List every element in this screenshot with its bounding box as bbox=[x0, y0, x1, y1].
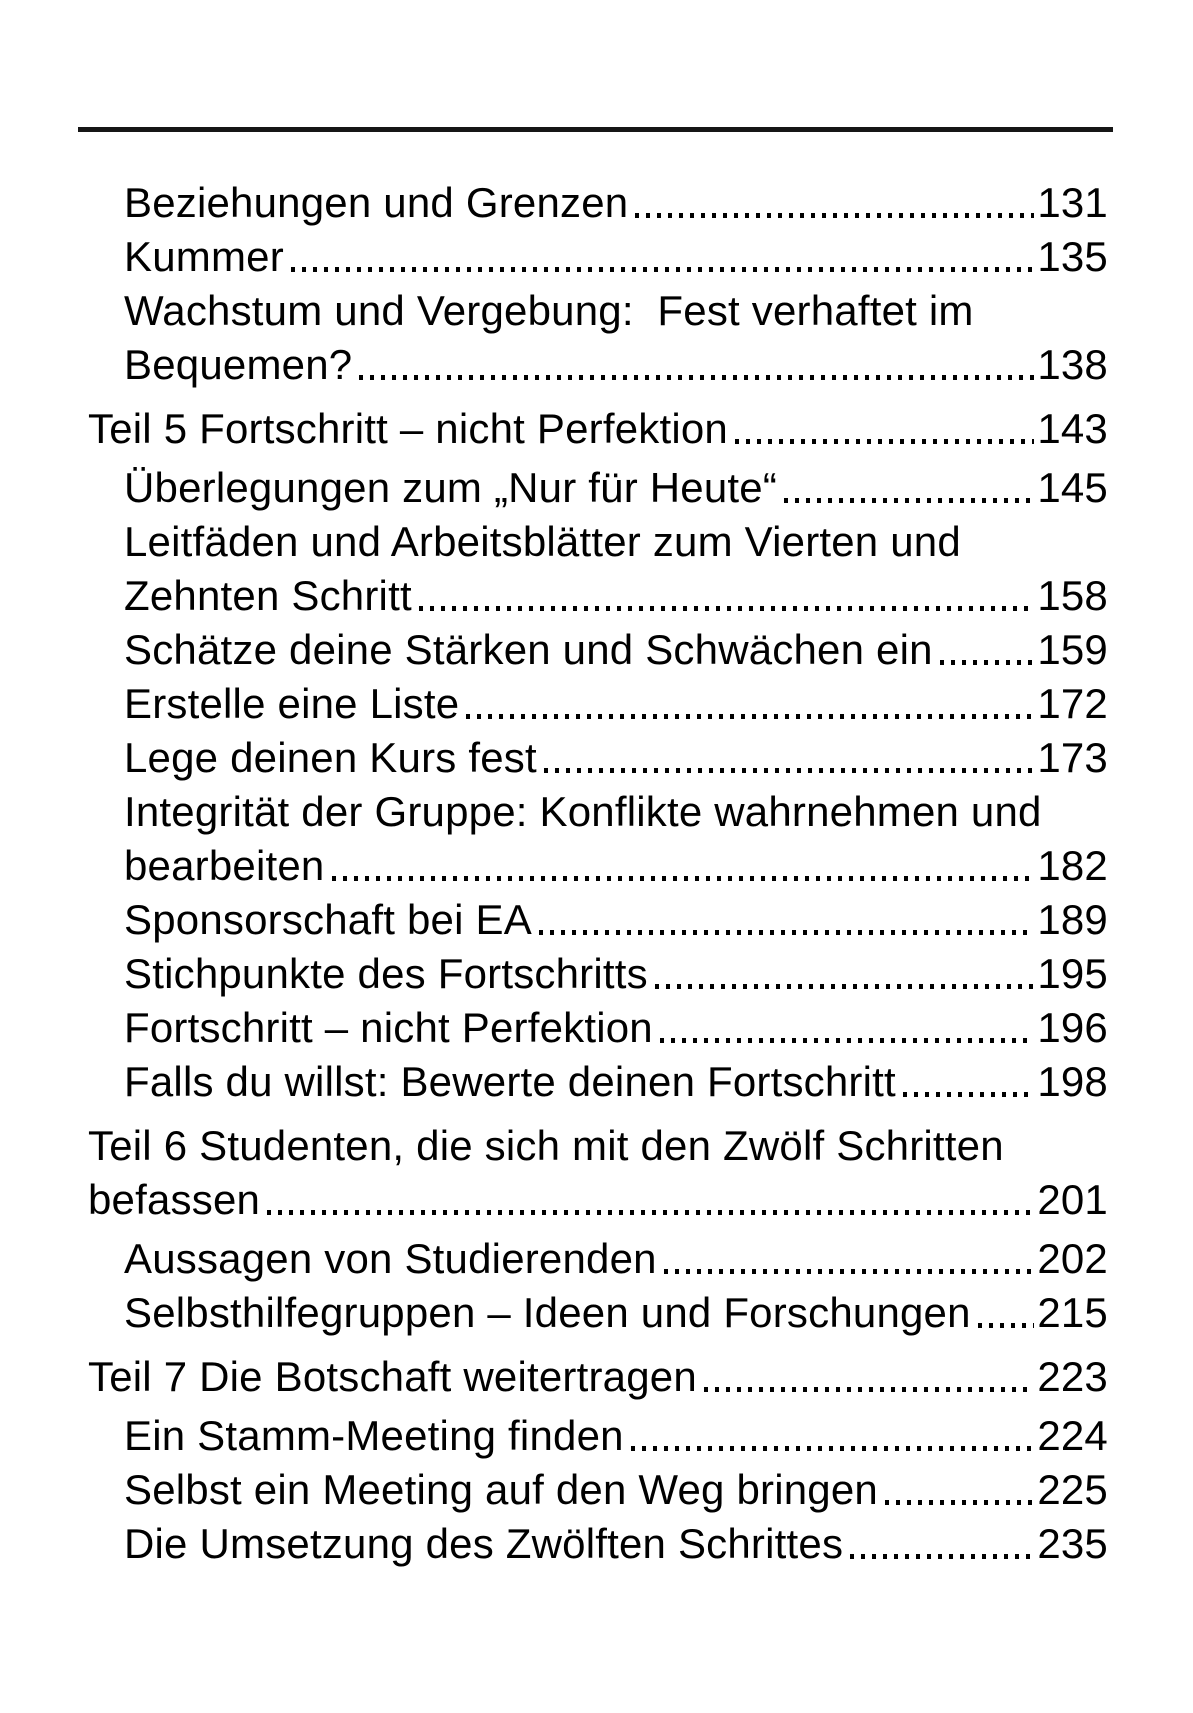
toc-entry-title: Wachstum und Vergebung: Fest verhaftet im bbox=[124, 287, 974, 334]
dot-leader bbox=[735, 402, 1036, 456]
toc-entry bbox=[88, 947, 1108, 1001]
dot-leader bbox=[267, 1173, 1036, 1227]
toc-entry bbox=[88, 284, 1108, 392]
dot-leader bbox=[291, 230, 1036, 284]
toc-entry bbox=[88, 1055, 1108, 1109]
dot-leader bbox=[664, 1232, 1037, 1286]
dot-leader bbox=[850, 1517, 1036, 1571]
dot-leader bbox=[885, 1463, 1036, 1517]
toc-line bbox=[124, 230, 1108, 284]
toc-entry bbox=[88, 1463, 1108, 1517]
toc-page-number: 195 bbox=[1037, 950, 1108, 997]
dot-leader bbox=[332, 839, 1037, 893]
toc-page-number: 143 bbox=[1037, 405, 1108, 452]
dot-leader bbox=[635, 176, 1036, 230]
toc-page-number: 138 bbox=[1037, 341, 1108, 388]
toc-page-number: 173 bbox=[1037, 734, 1108, 781]
dot-leader bbox=[978, 1286, 1037, 1340]
toc-entry-title: Lege deinen Kurs fest bbox=[124, 734, 537, 781]
toc-entry bbox=[88, 402, 1108, 456]
toc-entry-title: Kummer bbox=[124, 233, 284, 280]
toc-entry-title: Selbsthilfegruppen – Ideen und Forschungen bbox=[124, 1289, 971, 1336]
dot-leader bbox=[419, 569, 1037, 623]
dot-leader bbox=[539, 893, 1036, 947]
toc-entry-title: bearbeiten bbox=[124, 842, 325, 889]
toc-page-number: 215 bbox=[1037, 1289, 1108, 1336]
toc-entry-title: Zehnten Schritt bbox=[124, 572, 412, 619]
toc-entry-title: Sponsorschaft bei EA bbox=[124, 896, 532, 943]
toc-line bbox=[124, 1517, 1108, 1571]
toc-entry-title: Stichpunkte des Fortschritts bbox=[124, 950, 648, 997]
dot-leader bbox=[544, 731, 1036, 785]
toc-entry bbox=[88, 677, 1108, 731]
toc-line bbox=[124, 461, 1108, 515]
toc-page-number: 224 bbox=[1037, 1412, 1108, 1459]
dot-leader bbox=[704, 1350, 1036, 1404]
toc-line bbox=[88, 1350, 1108, 1404]
toc-line bbox=[124, 1286, 1108, 1340]
dot-leader bbox=[903, 1055, 1036, 1109]
toc-entry bbox=[88, 623, 1108, 677]
toc-line bbox=[88, 1119, 1108, 1173]
toc-entry bbox=[88, 785, 1108, 893]
toc-entry-title: Leitfäden und Arbeitsblätter zum Vierten und bbox=[124, 518, 961, 565]
toc-line bbox=[124, 839, 1108, 893]
toc-page-number: 182 bbox=[1037, 842, 1108, 889]
toc-page-number: 158 bbox=[1037, 572, 1108, 619]
toc-entry-title: Teil 6 Studenten, die sich mit den Zwölf Schritten bbox=[88, 1122, 1004, 1169]
dot-leader bbox=[940, 623, 1037, 677]
toc-line bbox=[124, 731, 1108, 785]
toc-entry-title: Schätze deine Stärken und Schwächen ein bbox=[124, 626, 933, 673]
toc-line bbox=[88, 402, 1108, 456]
toc-line bbox=[124, 677, 1108, 731]
toc-entry bbox=[88, 731, 1108, 785]
header-rule bbox=[78, 127, 1113, 132]
dot-leader bbox=[660, 1001, 1036, 1055]
toc-page-number: 201 bbox=[1037, 1176, 1108, 1223]
toc-entry-title: Teil 5 Fortschritt – nicht Perfektion bbox=[88, 405, 728, 452]
toc-entry bbox=[88, 230, 1108, 284]
toc-entry bbox=[88, 1517, 1108, 1571]
toc-page-number: 131 bbox=[1037, 179, 1108, 226]
toc-entry-title: befassen bbox=[88, 1176, 261, 1223]
toc-entry bbox=[88, 515, 1108, 623]
toc-line bbox=[124, 338, 1108, 392]
toc-entry-title: Beziehungen und Grenzen bbox=[124, 179, 629, 226]
toc-line bbox=[124, 623, 1108, 677]
toc-page-number: 145 bbox=[1037, 464, 1108, 511]
toc-entry bbox=[88, 1409, 1108, 1463]
toc-entry-title: Aussagen von Studierenden bbox=[124, 1235, 657, 1282]
toc-page-number: 196 bbox=[1037, 1004, 1108, 1051]
toc-page-number: 189 bbox=[1037, 896, 1108, 943]
toc-entry-title: Erstelle eine Liste bbox=[124, 680, 460, 727]
dot-leader bbox=[466, 677, 1036, 731]
toc-entry-title: Ein Stamm-Meeting finden bbox=[124, 1412, 624, 1459]
toc-line bbox=[124, 569, 1108, 623]
toc-entry-title: Bequemen? bbox=[124, 341, 353, 388]
toc-page-number: 198 bbox=[1037, 1058, 1108, 1105]
toc-page-number: 159 bbox=[1037, 626, 1108, 673]
toc-entry-title: Falls du willst: Bewerte deinen Fortschritt bbox=[124, 1058, 896, 1105]
toc-page-number: 172 bbox=[1037, 680, 1108, 727]
toc-line bbox=[124, 1055, 1108, 1109]
toc-line bbox=[124, 1232, 1108, 1286]
toc-entry-title: Die Umsetzung des Zwölften Schrittes bbox=[124, 1520, 844, 1567]
dot-leader bbox=[784, 461, 1036, 515]
toc-line bbox=[124, 176, 1108, 230]
toc-page-number: 235 bbox=[1037, 1520, 1108, 1567]
toc-line bbox=[88, 1173, 1108, 1227]
table-of-contents bbox=[88, 176, 1108, 1571]
dot-leader bbox=[631, 1409, 1037, 1463]
toc-entry-title: Fortschritt – nicht Perfektion bbox=[124, 1004, 653, 1051]
toc-entry bbox=[88, 893, 1108, 947]
toc-page-number: 223 bbox=[1037, 1353, 1108, 1400]
toc-entry bbox=[88, 1286, 1108, 1340]
toc-entry bbox=[88, 1001, 1108, 1055]
toc-entry bbox=[88, 1119, 1108, 1227]
toc-entry bbox=[88, 1350, 1108, 1404]
toc-entry bbox=[88, 461, 1108, 515]
toc-entry-title: Teil 7 Die Botschaft weitertragen bbox=[88, 1353, 697, 1400]
toc-line bbox=[124, 1463, 1108, 1517]
toc-line bbox=[124, 515, 1108, 569]
toc-line bbox=[124, 284, 1108, 338]
dot-leader bbox=[359, 338, 1036, 392]
toc-entry-title: Integrität der Gruppe: Konflikte wahrnehmen und bbox=[124, 788, 1042, 835]
toc-page-number: 135 bbox=[1037, 233, 1108, 280]
toc-line bbox=[124, 947, 1108, 1001]
toc-entry-title: Selbst ein Meeting auf den Weg bringen bbox=[124, 1466, 878, 1513]
toc-entry bbox=[88, 1232, 1108, 1286]
toc-line bbox=[124, 1409, 1108, 1463]
toc-entry bbox=[88, 176, 1108, 230]
dot-leader bbox=[655, 947, 1037, 1001]
toc-line bbox=[124, 893, 1108, 947]
toc-page-number: 225 bbox=[1037, 1466, 1108, 1513]
toc-line bbox=[124, 785, 1108, 839]
toc-page-number: 202 bbox=[1037, 1235, 1108, 1282]
toc-entry-title: Überlegungen zum „Nur für Heute“ bbox=[124, 464, 778, 511]
toc-line bbox=[124, 1001, 1108, 1055]
